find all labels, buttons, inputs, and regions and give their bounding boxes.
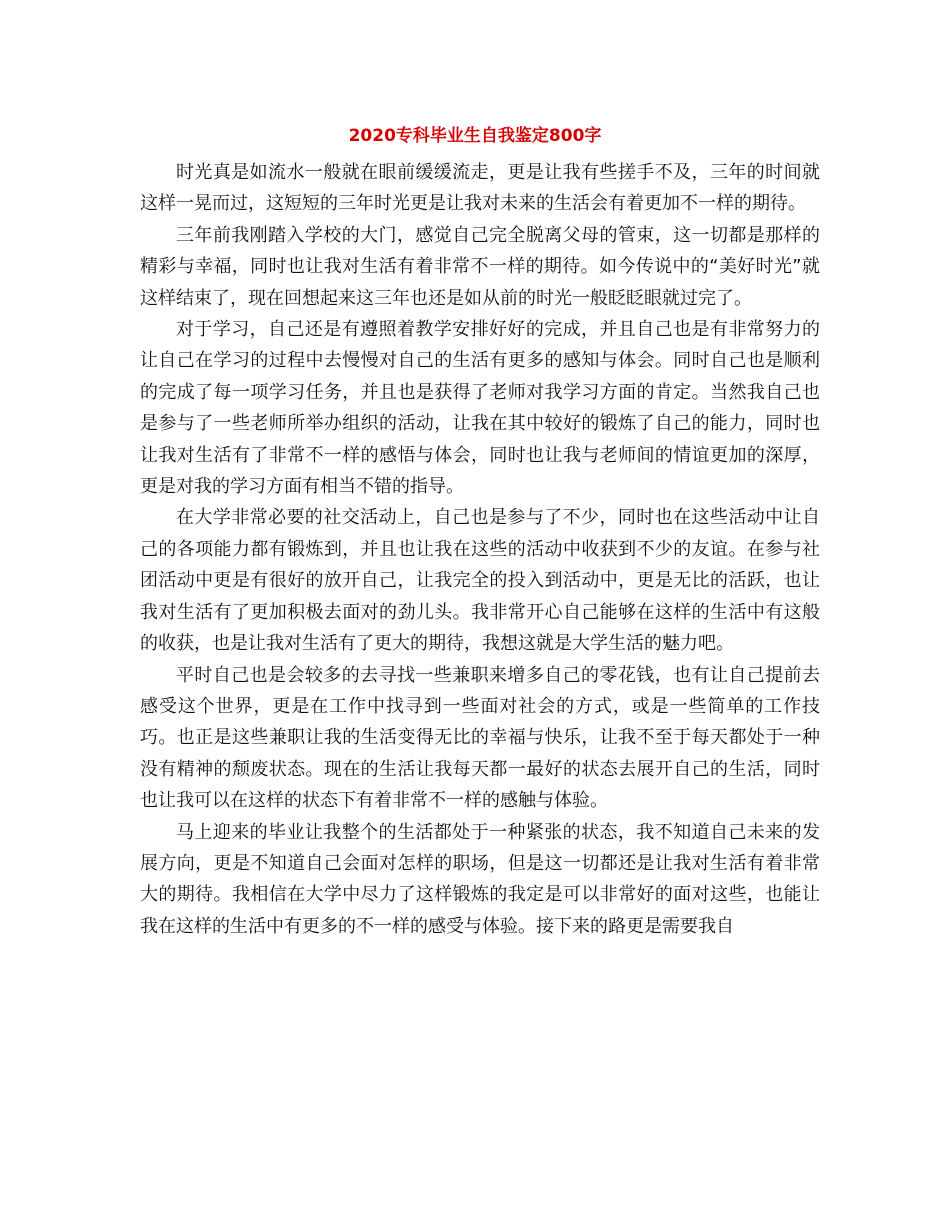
document-body — [140, 157, 820, 942]
paragraph-4: 在大学非常必要的社交活动上，自己也是参与了不少，同时也在这些活动中让自己的各项能力都有锻炼到，并且也让我在这些的活动中收获到不少的友谊。在参与社团活动中更是有很好的放开自己，让我完全的投入到活动中，更是无比的活跃，也让我对生活有了更加积极去面对的劲儿头。我非常开心自己能够在这样的生活中有这般的收获，也是让我对生活有了更大的期待，我想这就是大学生活的魅力吧。 — [140, 507, 820, 655]
paragraph-1: 时光真是如流水一般就在眼前缓缓流走，更是让我有些搓手不及，三年的时间就这样一晃而过，这短短的三年时光更是让我对未来的生活会有着更加不一样的期待。 — [140, 162, 820, 215]
paragraph-5: 平时自己也是会较多的去寻找一些兼职来增多自己的零花钱，也有让自己提前去感受这个世界，更是在工作中找寻到一些面对社会的方式，或是一些简单的工作技巧。也正是这些兼职让我的生活变得无比的幸福与快乐，让我不至于每天都处于一种没有精神的颓废状态。现在的生活让我每天都一最好的状态去展开自己的生活，同时也让我可以在这样的状态下有着非常不一样的感触与体验。 — [140, 664, 820, 812]
paragraph-2: 三年前我刚踏入学校的大门，感觉自己完全脱离父母的管束，这一切都是那样的精彩与幸福，同时也让我对生活有着非常不一样的期待。如今传说中的“美好时光”就这样结束了，现在回想起来这三年也还是如从前的时光一般眨眨眼就过完了。 — [140, 224, 820, 309]
document-title: 2020专科毕业生自我鉴定800字 — [348, 126, 602, 146]
paragraph-3: 对于学习，自己还是有遵照着教学安排好好的完成，并且自己也是有非常努力的让自己在学习的过程中去慢慢对自己的生活有更多的感知与体会。同时自己也是顺利的完成了每一项学习任务，并且也是获得了老师对我学习方面的肯定。当然我自己也是参与了一些老师所举办组织的活动，让我在其中较好的锻炼了自己的能力，同时也让我对生活有了非常不一样的感悟与体会，同时也让我与老师间的情谊更加的深厚，更是对我的学习方面有相当不错的指导。 — [140, 319, 820, 498]
paragraph-6: 马上迎来的毕业让我整个的生活都处于一种紧张的状态，我不知道自己未来的发展方向，更是不知道自己会面对怎样的职场，但是这一切都还是让我对生活有着非常大的期待。我相信在大学中尽力了这样锻炼的我定是可以非常好的面对这些，也能让我在这样的生活中有更多的不一样的感受与体验。接下来的路更是需要我自 — [140, 821, 820, 937]
